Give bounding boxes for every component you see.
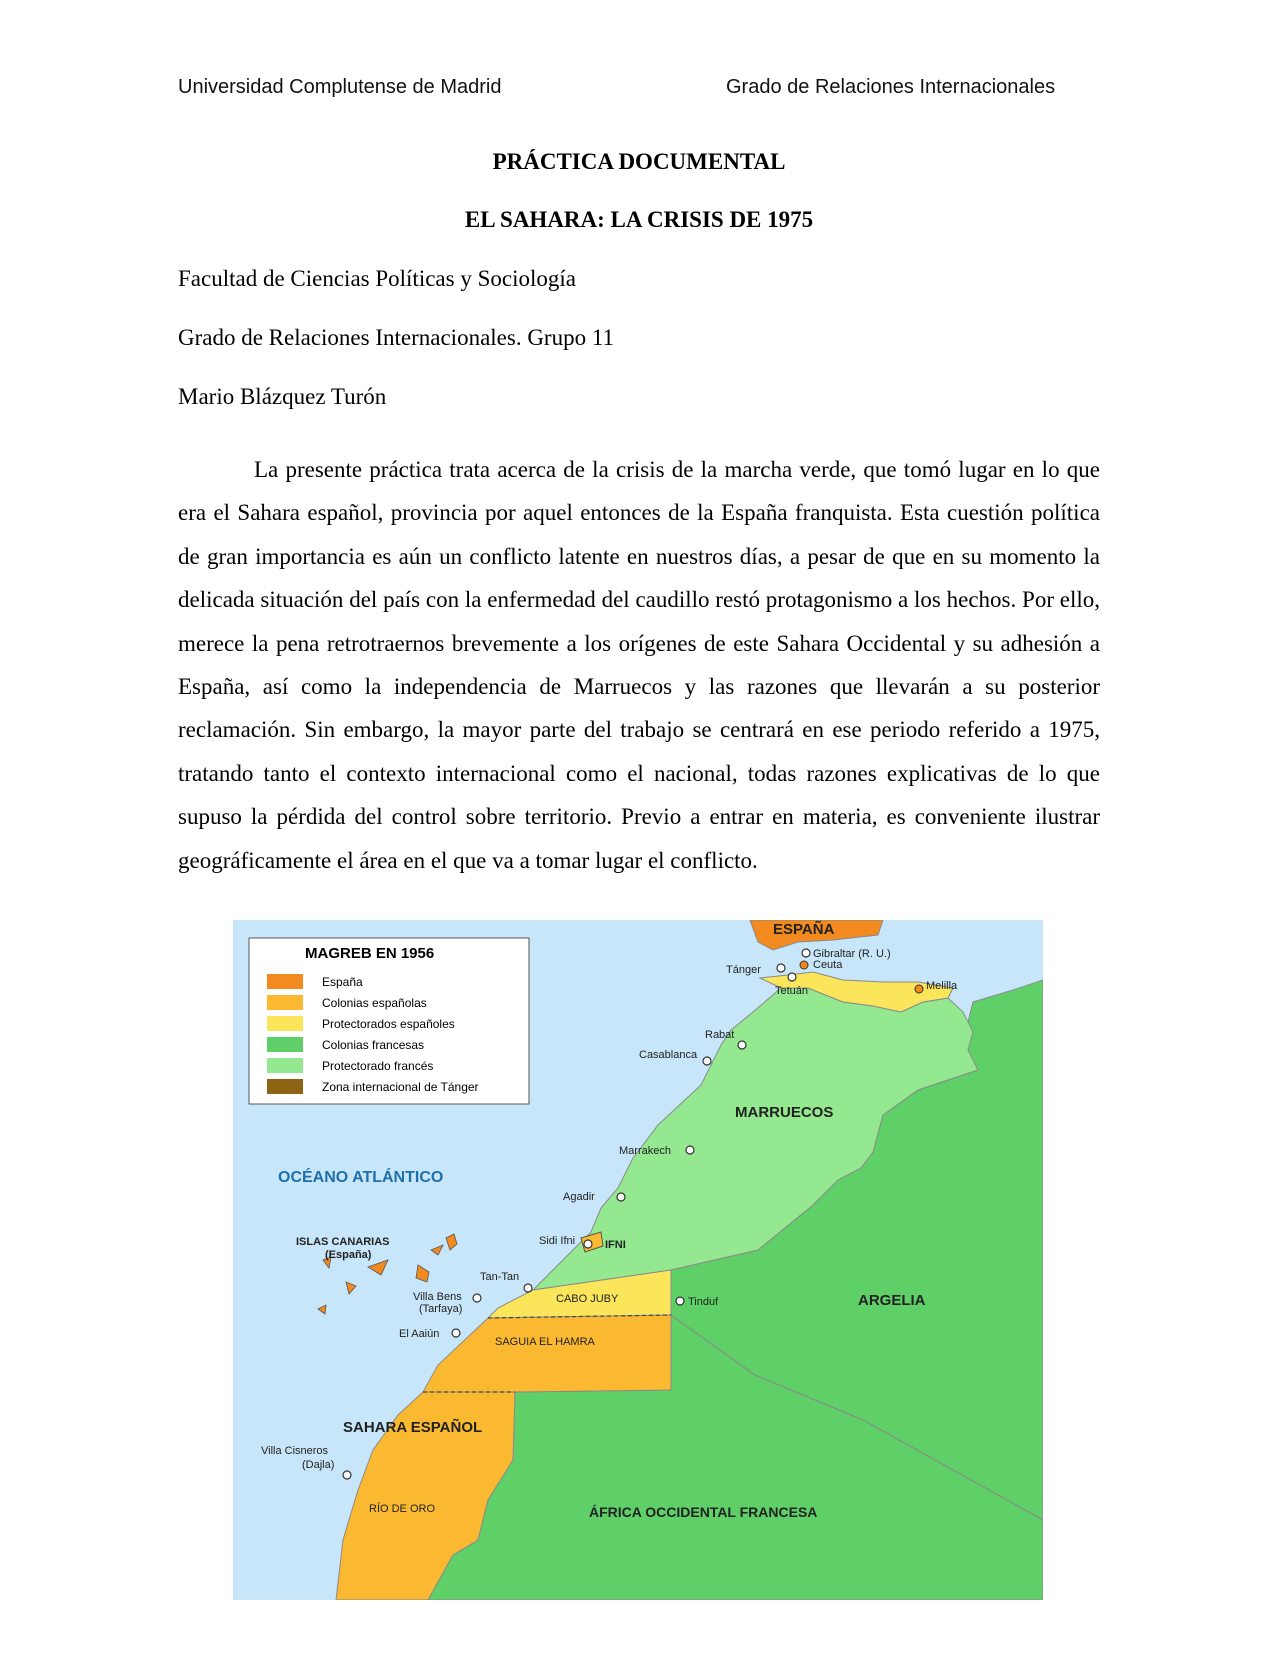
legend-swatch: [267, 1016, 303, 1031]
label-villa-cisneros: Villa Cisneros: [261, 1445, 329, 1457]
legend-label: Colonias francesas: [322, 1038, 425, 1052]
label-melilla: Melilla: [926, 980, 958, 992]
label-tetuan: Tetuán: [775, 985, 809, 997]
label-rabat: Rabat: [705, 1029, 735, 1041]
label-marrakech: Marrakech: [619, 1145, 671, 1157]
label-tinduf: Tinduf: [688, 1296, 719, 1308]
label-casablanca: Casablanca: [639, 1049, 698, 1061]
legend-label: Zona internacional de Tánger: [322, 1080, 479, 1094]
legend-swatch: [267, 1079, 303, 1094]
label-tarfaya: (Tarfaya): [419, 1303, 463, 1315]
faculty-line: Facultad de Ciencias Políticas y Sociología: [178, 266, 576, 291]
legend-title: MAGREB EN 1956: [305, 945, 435, 962]
label-rio-de-oro: RÍO DE ORO: [369, 1503, 436, 1515]
header-university: Universidad Complutense de Madrid: [178, 76, 502, 98]
melilla-marker: [915, 985, 923, 993]
label-el-aaiun: El Aaiún: [399, 1328, 440, 1340]
label-espana: ESPAÑA: [773, 921, 835, 938]
label-cabo-juby: CABO JUBY: [556, 1293, 619, 1305]
label-sahara: SAHARA ESPAÑOL: [343, 1419, 483, 1436]
document-subtitle: EL SAHARA: LA CRISIS DE 1975: [464, 207, 814, 232]
legend-label: España: [322, 975, 363, 989]
document-title: PRÁCTICA DOCUMENTAL: [492, 149, 786, 174]
label-aof: ÁFRICA OCCIDENTAL FRANCESA: [589, 1504, 818, 1520]
label-tanger: Tánger: [726, 964, 761, 976]
legend-label: Protectorado francés: [322, 1059, 434, 1073]
label-dajla: (Dajla): [302, 1459, 335, 1471]
label-marruecos: MARRUECOS: [735, 1104, 834, 1121]
label-ifni: IFNI: [605, 1239, 626, 1251]
maghreb-map: [233, 920, 1043, 1600]
legend-swatch: [267, 974, 303, 989]
label-gibraltar: Gibraltar (R. U.): [813, 948, 891, 960]
label-sidi-ifni: Sidi Ifni: [539, 1235, 576, 1247]
ceuta-marker: [800, 961, 808, 969]
map-legend: [249, 938, 529, 1104]
legend-label: Colonias españolas: [322, 996, 427, 1010]
label-tan-tan: Tan-Tan: [480, 1271, 520, 1283]
author-line: Mario Blázquez Turón: [178, 384, 387, 409]
label-oceano: OCÉANO ATLÁNTICO: [278, 1169, 444, 1186]
legend-swatch: [267, 1037, 303, 1052]
header-degree: Grado de Relaciones Internacionales: [726, 76, 1056, 98]
degree-line: Grado de Relaciones Internacionales. Grupo 11: [178, 325, 614, 350]
legend-swatch: [267, 1058, 303, 1073]
label-villa-bens: Villa Bens: [413, 1291, 462, 1303]
label-canarias-sub: (España): [325, 1249, 372, 1261]
legend-swatch: [267, 995, 303, 1010]
label-agadir: Agadir: [563, 1191, 595, 1203]
intro-paragraph: La presente práctica trata acerca de la crisis de la marcha verde, que tomó lugar en lo que era el Sahara español, provincia por aquel entonces de la España franquista. Esta cuestión política de gran importancia es aún un conflicto latente en nuestros días, a pesar de que en su momento la delicada situación del país con la enfermedad del caudillo restó protagonismo a los hechos. Por ello, merece la pena retrotraernos brevemente a los orígenes de este Sahara Occidental y su adhesión a España, así como la independencia de Marruecos y las razones que llevarán a su posterior reclamación. Sin embargo, la mayor parte del trabajo se centrará en ese periodo referido a 1975, tratando tanto el contexto internacional como el nacional, todas razones explicativas de lo que supuso la pérdida del control sobre territorio. Previo a entrar en materia, es conveniente ilustrar geográficamente el área en el que va a tomar lugar el conflicto.: [178, 457, 1100, 873]
label-argelia: ARGELIA: [858, 1292, 926, 1309]
map-svg: [233, 920, 1043, 1600]
label-ceuta: Ceuta: [813, 959, 843, 971]
legend-label: Protectorados españoles: [322, 1017, 455, 1031]
label-canarias: ISLAS CANARIAS: [296, 1236, 390, 1248]
label-saguia: SAGUIA EL HAMRA: [495, 1336, 595, 1348]
